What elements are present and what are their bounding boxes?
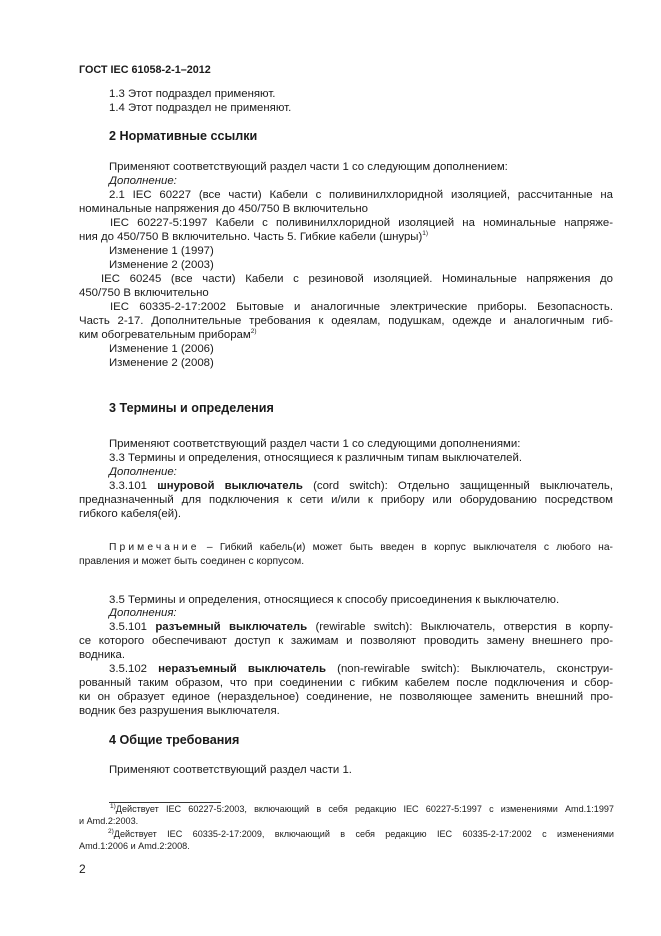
- document-header: ГОСТ IEC 61058-2-1–2012: [79, 64, 211, 76]
- note-line1: Примечание – Гибкий кабель(и) может быть введен в корпус выключателя с любого на-: [109, 542, 613, 553]
- ref-amendment-1-1997: Изменение 1 (1997): [109, 245, 214, 257]
- clause-3-5: 3.5 Термины и определения, относящиеся к способу присоединения к выключателю.: [109, 594, 560, 606]
- ref-amendment-2-2003: Изменение 2 (2003): [109, 259, 214, 271]
- definition-3-3-101-line3: гибкого кабеля(ей).: [79, 508, 182, 520]
- footnote-2-line1: $^{2)}$Действует IEC 60335-2-17:2009, включающий в себя редакцию IEC 60335-2-17:2002 с изменениями: [108, 827, 614, 839]
- term-non-rewirable-switch: неразъемный выключатель: [158, 663, 327, 675]
- definition-3-5-101-line1: 3.5.101 разъемный выключатель (rewirable switch): Выключатель, отверстия в корпу-: [109, 621, 614, 633]
- ref-iec-60245-line2: 450/750 В включительно: [79, 287, 209, 299]
- footnote-2-line2: Amd.1:2006 и Amd.2:2008.: [79, 841, 190, 851]
- definition-3-5-101-line3: водника.: [79, 649, 126, 661]
- term-cord-switch: шнуровой выключатель: [157, 480, 303, 492]
- ref-iec-60245-line1: IEC 60245 (все части) Кабели с резиновой изоляцией. Номинальные напряжения до: [101, 273, 613, 285]
- ref-iec-60227-5-line1: IEC 60227-5:1997 Кабели с поливинилхлоридной изоляцией на номинальные напряже-: [110, 217, 613, 229]
- footnote-separator: [109, 802, 221, 803]
- clause-3-3-addition-label: Дополнение:: [109, 466, 177, 478]
- term-rewirable-switch: разъемный выключатель: [155, 621, 308, 633]
- ref-iec-60335-line1: IEC 60335-2-17:2002 Бытовые и аналогичные электрические приборы. Безопасность.: [110, 301, 613, 313]
- clause-3-3: 3.3 Термины и определения, относящиеся к различным типам выключателей.: [109, 452, 523, 464]
- definition-3-5-102-line4: водник без разрушения выключателя.: [79, 705, 280, 717]
- clause-3-5-addition-label: Дополнения:: [109, 607, 177, 619]
- footnote-1-line1: $^{1)}$Действует IEC 60227-5:2003, включающий в себя редакцию IEC 60227-5:1997 с изменениями Amd.1:1997: [110, 802, 614, 814]
- clause-1-4: 1.4 Этот подраздел не применяют.: [109, 102, 292, 114]
- section-2-addition-label: Дополнение:: [109, 175, 177, 187]
- section-2-intro: Применяют соответствующий раздел части 1 со следующим дополнением:: [109, 161, 508, 173]
- note-line2: правления и может быть соединен с корпусом.: [79, 556, 305, 567]
- definition-3-5-101-line2: се которого обеспечивают доступ к зажимам и позволяют проводить замену внешнего про-: [79, 635, 613, 647]
- ref-iec-60335-line2: Часть 2-17. Дополнительные требования к одеялам, подушкам, одежде и аналогичным гиб-: [79, 315, 613, 327]
- definition-3-5-102-line3: ки он образует единое (нераздельное) соединение, не позволяющее заменить внешний про-: [79, 691, 613, 703]
- footnote-1-line2: и Amd.2:2003.: [79, 816, 139, 826]
- clause-1-3: 1.3 Этот подраздел применяют.: [109, 88, 276, 100]
- definition-3-5-102-line2: рованный таким образом, что при соединении с гибким кабелем после подключения и сбор-: [79, 677, 613, 689]
- ref-iec-60335-line3: ким обогревательным приборам$^{2)}$: [79, 328, 257, 341]
- section-2-title: 2 Нормативные ссылки: [109, 129, 258, 143]
- section-4-intro: Применяют соответствующий раздел части 1.: [109, 764, 352, 776]
- section-3-intro: Применяют соответствующий раздел части 1 со следующими дополнениями:: [109, 438, 521, 450]
- ref-iec-60227-5-line2: ния до 450/750 В включительно. Часть 5. Гибкие кабели (шнуры)$^{1)}$: [79, 230, 429, 243]
- section-4-title: 4 Общие требования: [109, 733, 240, 747]
- ref-amendment-2-2008: Изменение 2 (2008): [109, 357, 214, 369]
- ref-iec-60227-line1: 2.1 IEC 60227 (все части) Кабели с поливинилхлоридной изоляцией, рассчитанные на: [109, 189, 613, 201]
- footnote-ref-1: 1): [422, 230, 429, 238]
- footnote-ref-2: 2): [250, 328, 257, 336]
- ref-iec-60227-line2: номинальные напряжения до 450/750 В включительно: [79, 203, 369, 215]
- section-3-title: 3 Термины и определения: [109, 401, 274, 415]
- definition-3-3-101-line1: 3.3.101 шнуровой выключатель (cord switch): Отдельно защищенный выключатель,: [109, 480, 614, 492]
- definition-3-5-102-line1: 3.5.102 неразъемный выключатель (non-rewirable switch): Выключатель, сконструи-: [109, 663, 614, 675]
- note-label: Примечание: [109, 542, 200, 553]
- definition-3-3-101-line2: предназначенный для подключения к сети и/или к прибору или оборудованию посредством: [79, 494, 613, 506]
- ref-amendment-1-2006: Изменение 1 (2006): [109, 343, 214, 355]
- page-number: 2: [79, 862, 86, 876]
